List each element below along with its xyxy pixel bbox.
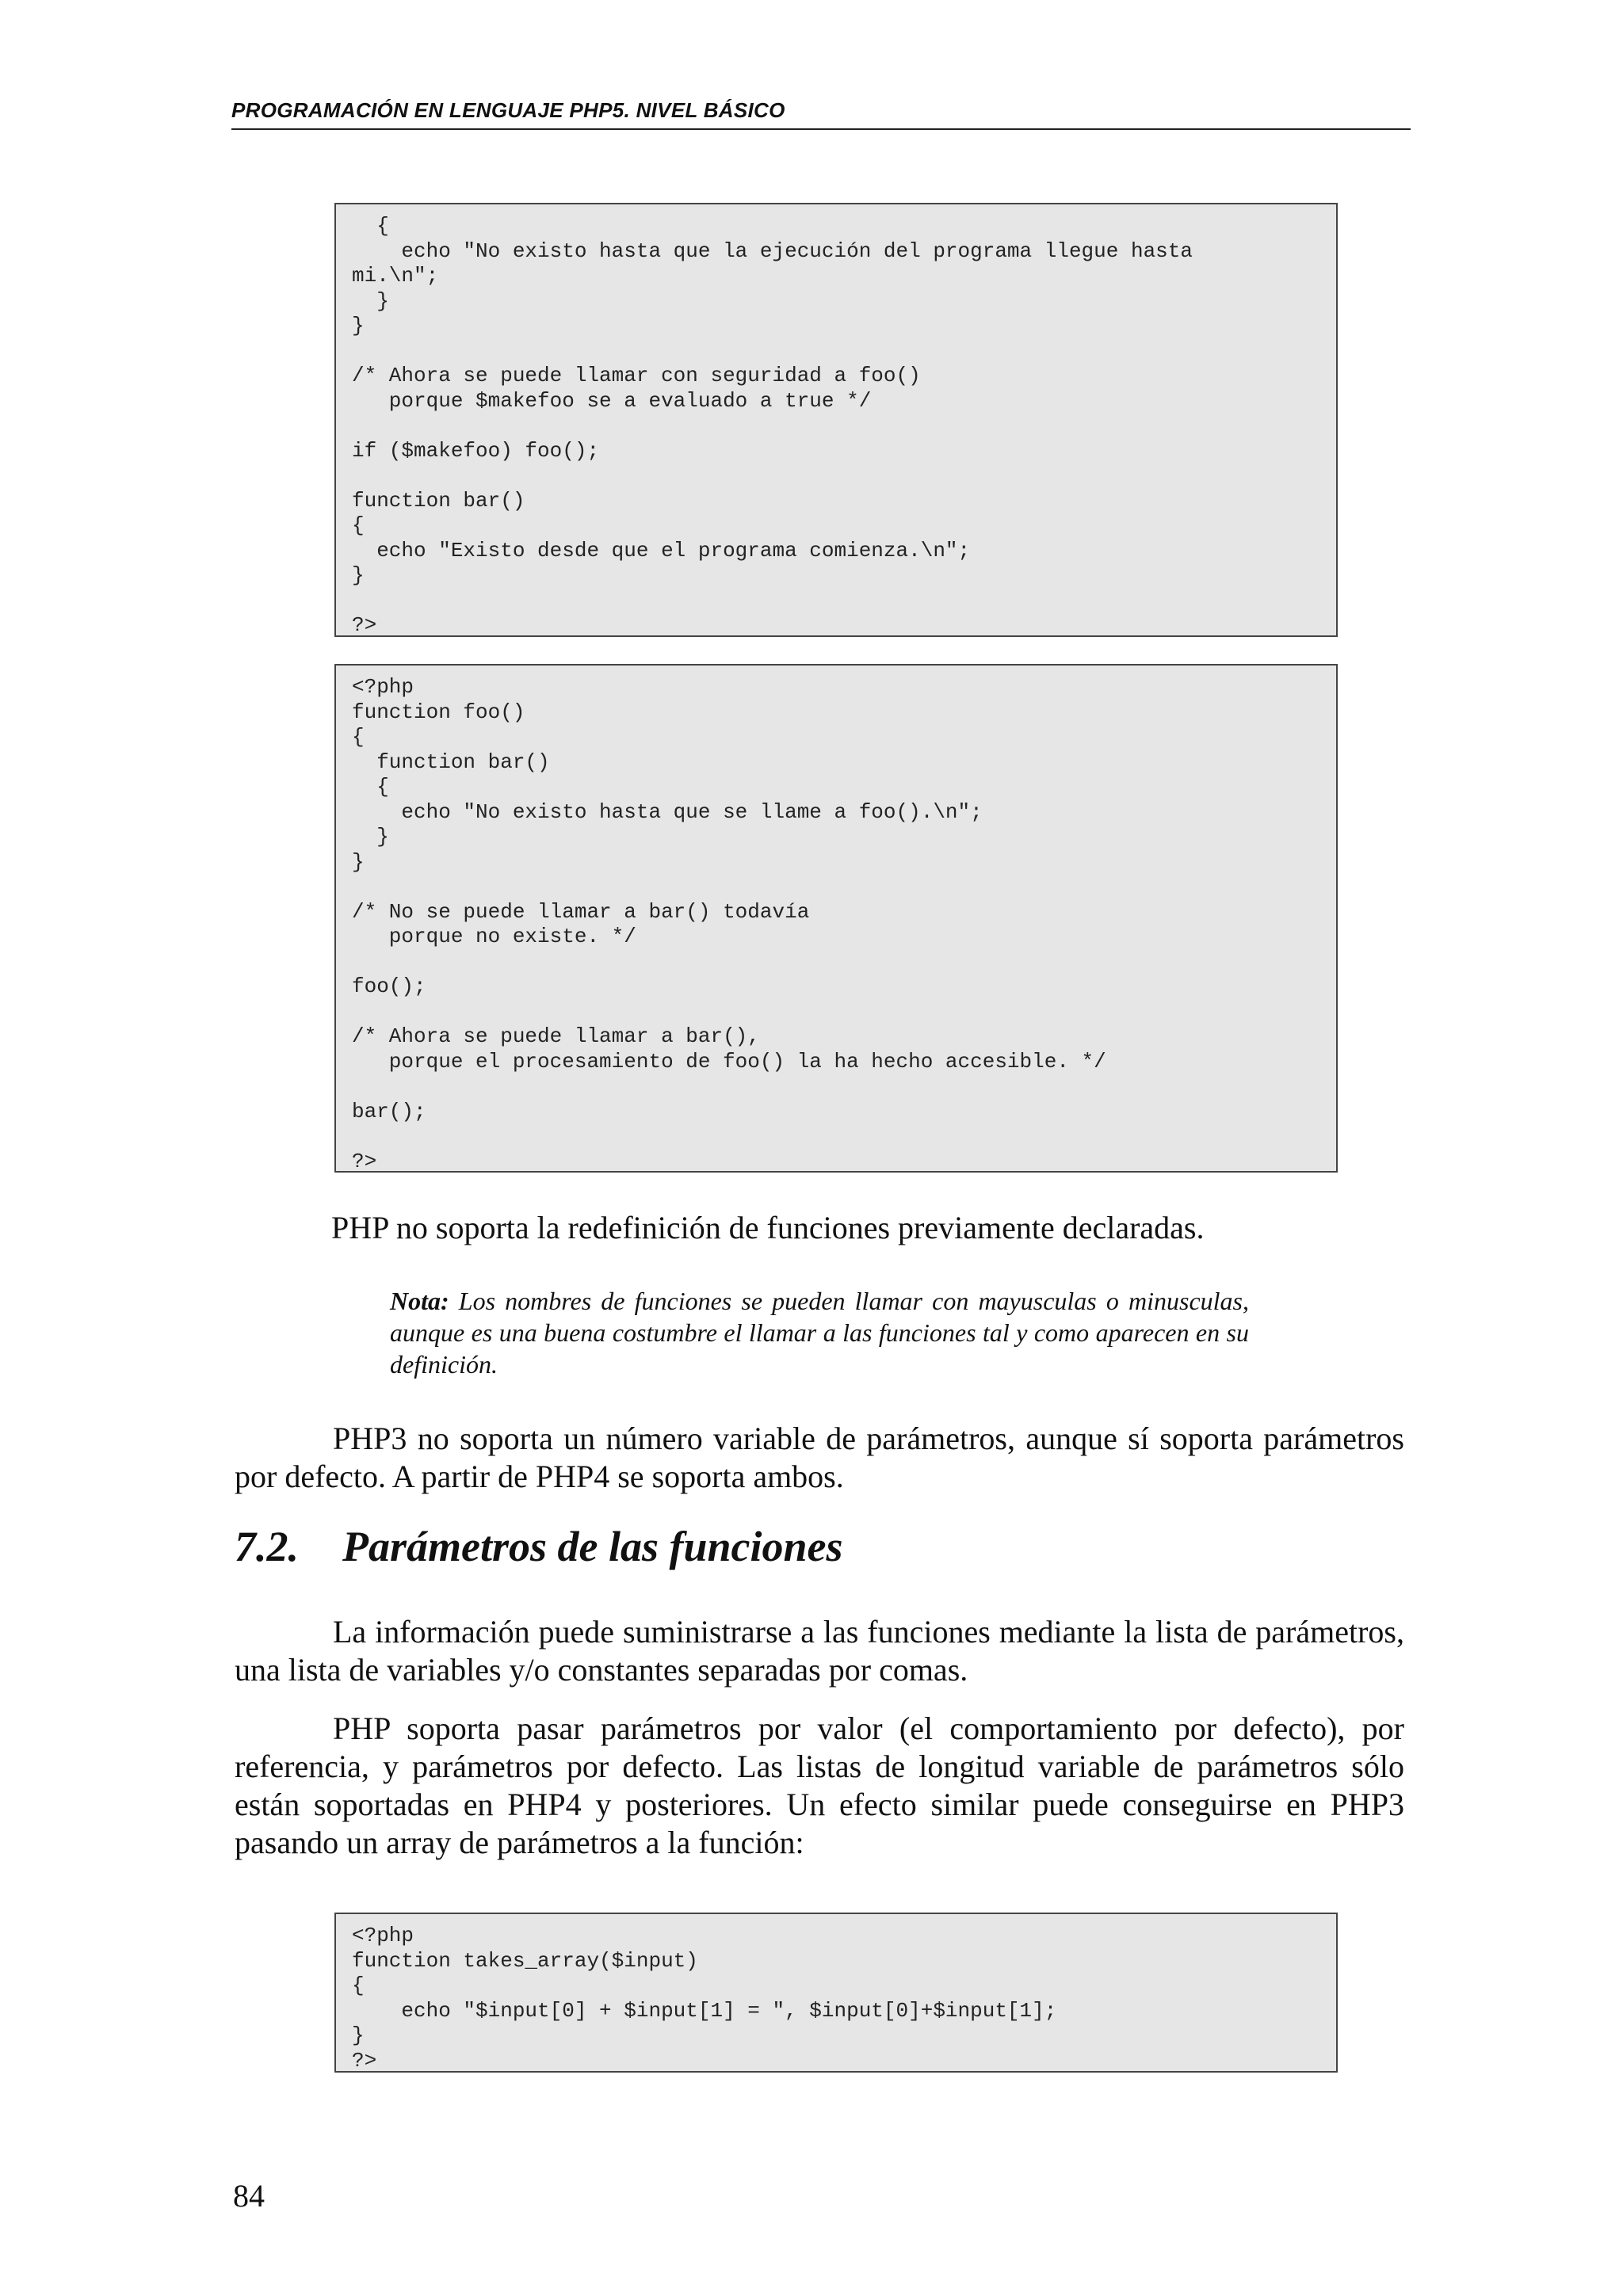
code-line: echo "$input[0] + $input[1] = ", $input[0]+$input[1];: [352, 1998, 1057, 2023]
code-line: }: [352, 825, 389, 849]
code-line: }: [352, 314, 365, 338]
code-line: if ($makefoo) foo();: [352, 438, 600, 463]
code-line: {: [352, 725, 365, 749]
code-line: foo();: [352, 974, 426, 998]
code-line: ?>: [352, 2048, 377, 2073]
code-line: bar();: [352, 1099, 426, 1123]
code-line: function bar(): [352, 488, 525, 513]
paragraph-soporta-text: PHP soporta pasar parámetros por valor (el comportamiento por defecto), por referencia, y parámetros por defecto. Las listas de longitud variable de parámetros sólo están soportadas en PHP4 y posteriores. Un efecto similar puede conseguirse en PHP3 pasando un array de parámetros a la función:: [235, 1711, 1404, 1860]
section-heading: [235, 1521, 1407, 1572]
code-line: {: [352, 513, 365, 537]
paragraph-soporta: [235, 1710, 1404, 1862]
code-block-2: [334, 664, 1338, 1173]
paragraph-php3-text: PHP3 no soporta un número variable de parámetros, aunque sí soporta parámetros por defecto. A partir de PHP4 se soporta ambos.: [235, 1421, 1404, 1494]
code-line: [352, 950, 1320, 975]
code-line: echo "No existo hasta que la ejecución del programa llegue hasta: [352, 238, 1193, 263]
code-line: ?>: [352, 1149, 377, 1173]
running-header-title: PROGRAMACIÓN EN LENGUAJE PHP5. NIVEL BÁSICO: [231, 98, 785, 122]
code-line: porque no existe. */: [352, 925, 636, 948]
code-line: [352, 589, 1320, 614]
note-text: Los nombres de funciones se pueden llamar con mayusculas o minusculas, aunque es una buena costumbre el llamar a las funciones tal y como aparecen en su definición.: [390, 1287, 1249, 1379]
code-line: <?php: [352, 1924, 414, 1947]
code-line: porque el procesamiento de foo() la ha hecho accesible. */: [352, 1049, 1106, 1074]
code-line: }: [352, 288, 389, 313]
code-line: [352, 875, 1320, 900]
code-line: mi.\n";: [352, 264, 439, 288]
code-block-3: [334, 1913, 1338, 2073]
section-title: Parámetros de las funciones: [342, 1523, 843, 1570]
code-line: }: [352, 2023, 365, 2047]
code-line: <?php: [352, 675, 414, 699]
code-line: [352, 463, 1320, 489]
paragraph-redefinition-text: PHP no soporta la redefinición de funciones previamente declaradas.: [331, 1210, 1205, 1245]
code-line: /* No se puede llamar a bar() todavía: [352, 899, 810, 924]
paragraph-php3: [235, 1420, 1404, 1496]
note-label: Nota:: [390, 1287, 449, 1315]
code-line: /* Ahora se puede llamar con seguridad a foo(): [352, 364, 921, 387]
code-line: [352, 1000, 1320, 1025]
running-header: [231, 97, 1411, 130]
code-line: echo "Existo desde que el programa comienza.\n";: [352, 538, 971, 563]
code-line: porque $makefoo se a evaluado a true */: [352, 388, 872, 413]
code-line: }: [352, 849, 365, 874]
code-line: function bar(): [352, 749, 550, 774]
code-block-1: [334, 203, 1338, 637]
code-line: function takes_array($input): [352, 1948, 698, 1973]
paragraph-informacion: [235, 1613, 1404, 1689]
code-line: echo "No existo hasta que se llame a foo().\n";: [352, 799, 983, 824]
note-box: [390, 1285, 1249, 1380]
code-line: [352, 339, 1320, 364]
paragraph-informacion-text: La información puede suministrarse a las funciones mediante la lista de parámetros, una lista de variables y/o constantes separadas por comas.: [235, 1614, 1404, 1688]
section-number: 7.2.: [235, 1523, 299, 1570]
code-line: [352, 1074, 1320, 1100]
code-line: ?>: [352, 613, 377, 637]
page-number-text: 84: [233, 2178, 265, 2214]
code-line: [352, 1124, 1320, 1150]
code-line: /* Ahora se puede llamar a bar(),: [352, 1024, 760, 1048]
code-line: {: [352, 1974, 365, 1997]
page-number: [233, 2177, 265, 2215]
code-line: [352, 414, 1320, 439]
code-line: {: [352, 214, 389, 238]
paragraph-redefinition: [331, 1209, 1361, 1247]
code-line: {: [352, 775, 389, 799]
code-line: }: [352, 563, 365, 587]
code-line: function foo(): [352, 700, 525, 724]
